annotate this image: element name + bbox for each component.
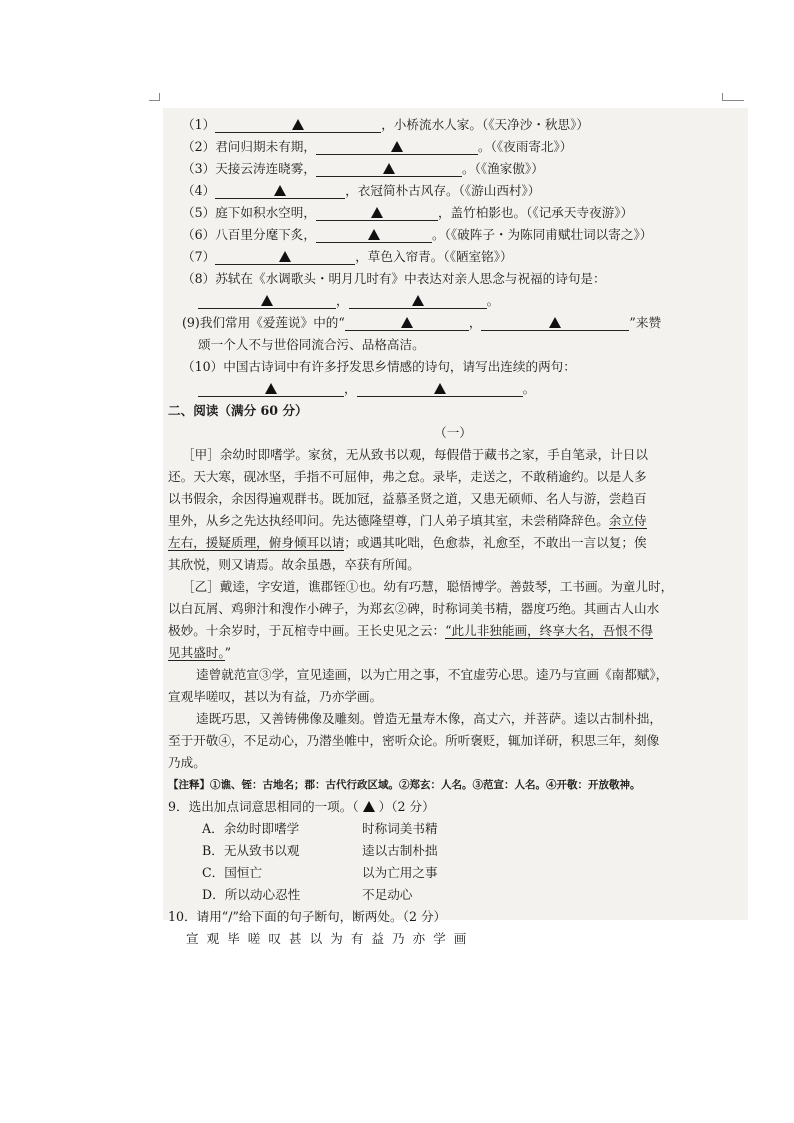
answer-blank[interactable] [481,315,629,331]
triangle-icon [412,295,424,306]
answer-blank[interactable] [316,139,478,155]
item-9 [168,312,738,334]
option-row[interactable] [168,818,738,840]
answer-blank[interactable] [316,161,462,177]
item-text: ， [336,293,349,308]
passage-text: 里外，从乡之先达执经叩问。先达德隆望尊，门人弟子填其室，未尝稍降辞色。 [168,513,609,528]
option-label: C．国恒亡 [202,865,263,880]
triangle-icon [279,251,291,262]
option-label: D．所以动心忍性 [202,887,301,902]
item-number: （8） [182,271,216,286]
item-text: 天接云涛连晓雾， [215,161,316,176]
triangle-icon [401,317,413,328]
footnote: 【注释】①谯、铚：古地名；郡：古代行政区域。②郑玄：人名。③范宣：人名。④开敬：开放敬神。 [168,779,641,791]
crop-mark-top-left [149,100,159,101]
triangle-icon [391,141,403,152]
item-8-blanks [168,290,738,312]
option-text: 不足动心 [362,887,413,902]
item-text: ，盖竹柏影也。（《记承天寺夜游》） [437,205,634,220]
option-row[interactable] [168,840,738,862]
item-2 [168,136,738,158]
question-10: 10．请用“/”给下面的句子断句，断两处。（2 分） [168,909,447,924]
item-text: 君问归期未有期， [215,139,316,154]
item-text: ”来赞 [629,315,662,330]
option-label: B．无从致书以观 [202,843,300,858]
triangle-icon [265,383,277,394]
item-number: （7） [182,249,216,264]
answer-blank[interactable] [198,381,344,397]
item-text: 中国古诗词中有许多抒发思乡情感的诗句，请写出连续的两句： [223,359,576,374]
triangle-icon [363,801,375,812]
item-number: （4） [182,183,216,198]
passage-jia-line: 其欣悦，则又请焉。故余虽愚，卒获有所闻。 [168,557,420,572]
triangle-icon [274,185,286,196]
triangle-icon [434,383,446,394]
option-text: 以为亡用之事 [362,865,438,880]
question-text: ）（2 分） [378,799,435,814]
answer-blank[interactable] [345,315,469,331]
passage-yi-line: 逵既巧思，又善铸佛像及雕刻。曾造无量寿木像，高丈六，并菩萨。逵以古制朴拙， [196,711,662,726]
item-5 [168,202,738,224]
item-7 [168,246,738,268]
answer-blank[interactable] [198,293,336,309]
item-text: 。（《破阵子・为陈同甫赋壮词以寄之》） [431,227,653,242]
triangle-icon [292,119,304,130]
answer-blank[interactable] [357,381,523,397]
answer-blank[interactable] [215,249,355,265]
item-text: 。（《渔家傲》） [461,161,544,176]
item-number: （3） [182,161,216,176]
item-text: 八百里分麾下炙， [215,227,316,242]
item-text: 。 [486,293,500,308]
answer-blank[interactable] [215,183,345,199]
item-text: ，草色入帘青。（《陋室铭》） [355,249,513,264]
triangle-icon [261,295,273,306]
exam-content [168,114,738,950]
item-text: ，小桥流水人家。（《天净沙・秋思》） [381,117,589,132]
item-number: （10） [182,359,224,374]
item-text: ，衣冠简朴古风存。（《游山西村》） [345,183,541,198]
passage-yi-line: 逵曾就范宣③学，宣见逵画，以为亡用之事，不宜虚劳心思。逵乃与宣画《南都赋》， [196,667,669,682]
item-text: 庭下如积水空明， [215,205,316,220]
answer-blank[interactable] [316,227,432,243]
passage-yi-line: 宣观毕嗟叹，甚以为有益，乃亦学画。 [168,689,383,704]
passage-text: ” [224,645,232,660]
passage-yi-line: 乃成。 [168,755,206,770]
item-number: （1） [182,117,216,132]
item-10-blanks [168,378,738,400]
underlined-text: 见其盛时。 [168,645,225,660]
option-row[interactable] [168,862,738,884]
answer-blank[interactable] [215,117,381,133]
item-text: ， [344,381,357,396]
item-number: （6） [182,227,216,242]
passage-jia-line: 以书假余，余因得遍观群书。既加冠，益慕圣贤之道，又患无硕师、名人与游，尝趋百 [168,491,647,506]
item-text: ， [468,315,482,330]
item-number: (9) [182,315,200,330]
passage-text: 极妙。十余岁时，于瓦棺寺中画。王长史见之云： [168,623,446,638]
passage-jia-line [168,532,738,554]
underlined-text: “此儿非独能画，终享大名，吾恨不得 [445,623,654,638]
triangle-icon [383,163,395,174]
subsection-title: （一） [434,425,472,440]
triangle-icon [368,229,380,240]
section-title: 二、阅读（满分 60 分） [168,403,308,418]
passage-jia-line [168,510,738,532]
item-text: 苏轼在《水调歌头・明月几时有》中表达对亲人思念与祝福的诗句是： [215,271,606,286]
sentence-to-punctuate[interactable]: 宣观毕嗟叹甚以为有益乃亦学画 [186,931,475,946]
option-label: A．余幼时即嗜学 [202,821,300,836]
triangle-icon [371,207,383,218]
item-3 [168,158,738,180]
item-number: （5） [182,205,216,220]
passage-yi-line: 以白瓦屑、鸡卵汁和溲作小碑子，为郑玄②碑，时称词美书精，器度巧绝。其画古人山水 [168,601,660,616]
option-text: 逵以古制朴拙 [362,843,438,858]
item-1 [168,114,738,136]
item-6 [168,224,738,246]
passage-jia-line: ［甲］余幼时即嗜学。家贫，无从致书以观，每假借于藏书之家，手自笔录，计日以 [182,447,648,462]
underlined-text: 左右，援疑质理，俯身倾耳以请 [168,535,345,550]
option-row[interactable] [168,884,738,906]
passage-yi-line [168,642,738,664]
answer-blank[interactable] [316,205,438,221]
item-10 [168,356,738,378]
crop-mark-top-left-v [159,93,160,101]
answer-blank[interactable] [349,293,487,309]
question-text: 9．选出加点词意思相同的一项。（ [168,799,359,814]
passage-jia-line: 还。天大寒，砚冰坚，手指不可屈伸，弗之怠。录毕，走送之，不敢稍逾约。以是人多 [168,469,647,484]
option-text: 时称词美书精 [362,821,438,836]
crop-mark-top-right [722,100,744,101]
passage-yi-line [168,620,738,642]
item-text: 。（《夜雨寄北》） [477,139,573,154]
item-4 [168,180,738,202]
item-9-cont [168,334,738,356]
item-text: 。 [522,381,536,396]
crop-mark-top-right-v [722,93,723,101]
passage-text: ；或遇其叱咄，色愈恭，礼愈至，不敢出一言以复；俟 [344,535,647,550]
item-8 [168,268,738,290]
item-text: 颂一个人不与世俗同流合污、品格高洁。 [198,337,425,352]
item-text: 我们常用《爱莲说》中的“ [199,315,345,330]
item-number: （2） [182,139,216,154]
underlined-text: 余立侍 [608,513,647,528]
passage-yi-line: 至于开敬④，不足动心，乃潜坐帷中，密听众论。所听褒贬，辄加详研，积思三年，刻像 [168,733,660,748]
triangle-icon [549,317,561,328]
passage-yi-line: ［乙］戴逵，字安道，谯郡铚①也。幼有巧慧，聪悟博学。善鼓琴，工书画。为童儿时， [182,579,674,594]
question-9 [168,796,738,818]
